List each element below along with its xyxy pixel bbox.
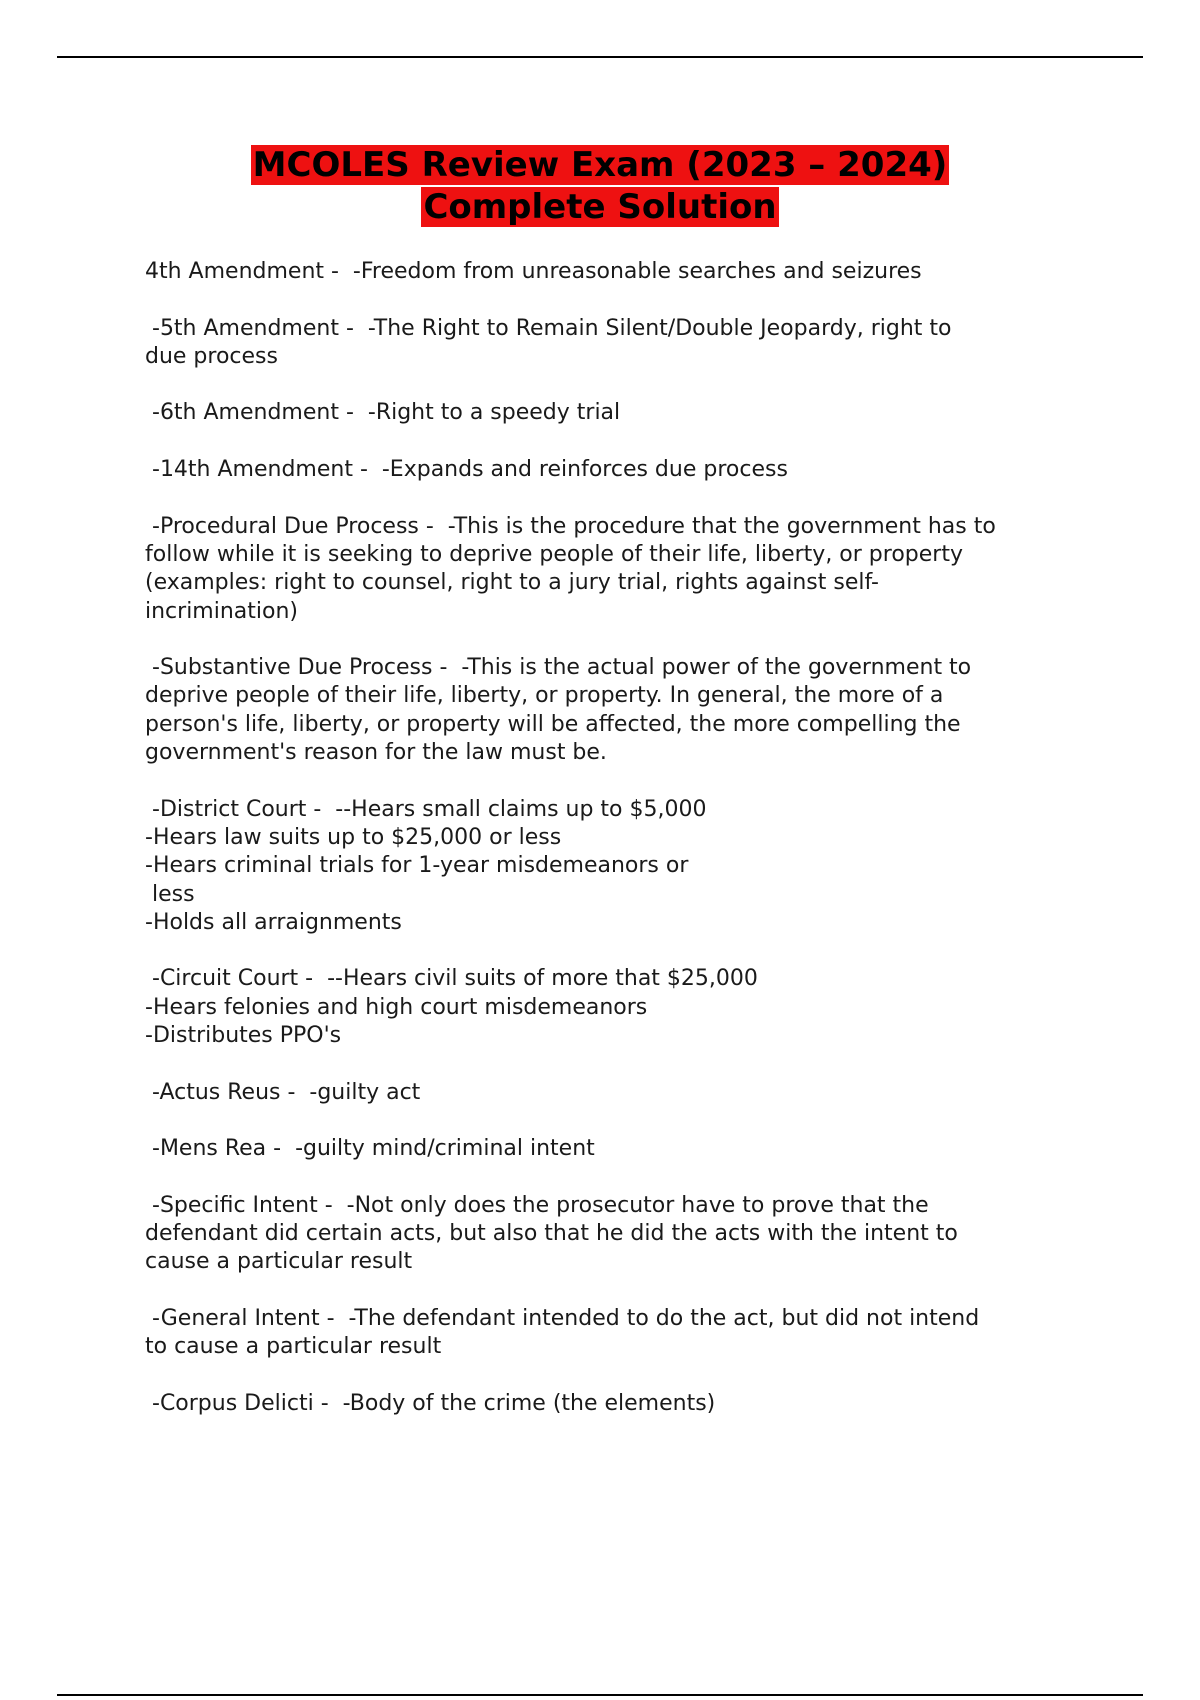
title-line-2: Complete Solution: [423, 187, 777, 227]
entry-specific-intent: -Specific Intent - -Not only does the prosecutor have to prove that the defendant did certain acts, but also that he did the acts with the intent to cause a particular result: [145, 1192, 958, 1275]
entry-4th-amendment: 4th Amendment - -Freedom from unreasonable searches and seizures: [145, 259, 922, 284]
entry-actus-reus: -Actus Reus - -guilty act: [145, 1079, 421, 1105]
document-body: [145, 258, 1095, 1446]
entry-corpus-delicti: -Corpus Delicti - -Body of the crime (the elements): [145, 1390, 716, 1416]
entry-district-court: -District Court - --Hears small claims up to $5,000 -Hears law suits up to $25,000 or less -Hears criminal trials for 1-year misdemeanors or less -Holds all arraignments: [145, 796, 707, 935]
top-rule: [57, 56, 1143, 58]
document-title: [0, 144, 1200, 228]
entry-substantive-due-process: -Substantive Due Process - -This is the actual power of the government to deprive people of their life, liberty, or property. In general, the more of a person's life, liberty, or property will be affected, the more compelling the government's reason for the law must be.: [145, 655, 972, 766]
bottom-rule: [57, 1694, 1143, 1696]
entry-5th-amendment: -5th Amendment - -The Right to Remain Silent/Double Jeopardy, right to due process: [145, 315, 952, 369]
title-line-1: MCOLES Review Exam (2023 – 2024): [252, 145, 948, 185]
entry-6th-amendment: -6th Amendment - -Right to a speedy trial: [145, 400, 621, 426]
entry-circuit-court: -Circuit Court - --Hears civil suits of more that $25,000 -Hears felonies and high court misdemeanors -Distributes PPO's: [145, 966, 758, 1049]
entry-procedural-due-process: -Procedural Due Process - -This is the procedure that the government has to follow while it is seeking to deprive people of their life, liberty, or property (examples: right to counsel, right to a jury trial, rights against self- incrimination): [145, 513, 996, 624]
entry-general-intent: -General Intent - -The defendant intended to do the act, but did not intend to cause a particular result: [145, 1305, 980, 1360]
entry-mens-rea: -Mens Rea - -guilty mind/criminal intent: [145, 1136, 595, 1162]
entry-14th-amendment: -14th Amendment - -Expands and reinforces due process: [145, 457, 788, 483]
